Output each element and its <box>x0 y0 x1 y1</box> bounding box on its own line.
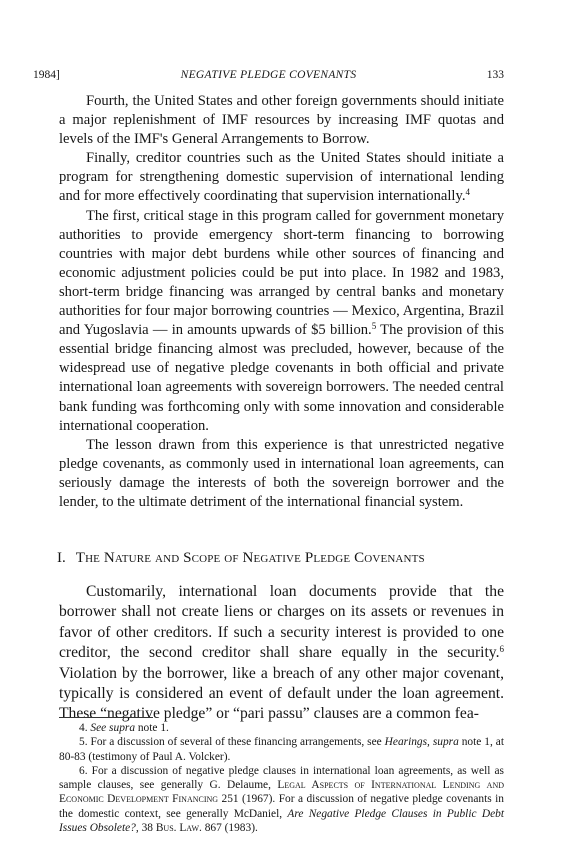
paragraph: The first, critical stage in this program called for government monetary authorities to provide emergency short-term financing to borrowing countries with major debt burdens while other sources of financing and economic adjustment policies could be put into place. In 1982 and 1983, short-term bridge financing was arranged by central banks and monetary authorities for four major borrowing countries — Mexico, Argentina, Brazil and Yugoslavia — in amounts upwards of $5 billion.$^5$ The provision of this essential bridge financing almost was precluded, however, because of the widespread use of negative pledge covenants in both official and private international loan agreements with sovereign borrowers. The needed central bank funding was forthcoming only with some innovation and considerable international cooperation. <box>59 207 504 434</box>
paragraph: Fourth, the United States and other foreign governments should initiate a major replenishment of IMF resources by increasing IMF quotas and levels of the IMF's General Arrangements to Borrow. <box>59 93 504 148</box>
section-title: The Nature and Scope of Negative Pledge Covenants <box>75 550 425 566</box>
footnote: 5. For a discussion of several of these financing arrangements, see Hearings, supra note 1, at 80-83 (testimony of Paul A. Volcker). <box>59 736 504 763</box>
footnote-divider <box>59 717 153 718</box>
paragraph: The lesson drawn from this experience is that unrestricted negative pledge covenants, as commonly used in international loan agreements, can seriously damage the interests of both the sovereign borrower and the lender, to the ultimate detriment of the international financial system. <box>59 436 504 510</box>
footnote-ref: 4 <box>465 187 470 198</box>
page-header <box>33 67 504 83</box>
section-number: I. <box>57 550 66 566</box>
section-body <box>59 582 504 725</box>
footnotes <box>59 721 504 835</box>
paragraph: Finally, creditor countries such as the United States should initiate a program for strengthening domestic supervision of international lending and for more effectively coordinating that supervision internationally.$^4$ <box>59 150 504 205</box>
footnote-ref: 5 <box>371 321 377 332</box>
footnote-ref: 6 <box>499 644 504 655</box>
footnote: 4. See supra note 1. <box>79 722 169 734</box>
volume-year: 1984] <box>33 69 60 81</box>
paragraph: Customarily, international loan documents provide that the borrower shall not create liens or charges on its assets or revenues in favor of other creditors. If such a security interest is provided to one creditor, the second creditor shall share equally in the security.$^6$ Violation by the borrower, like a breach of any other major covenant, typically is considered an event of default under the loan agreement. These “negative pledge” or “pari passu” clauses are a common fea- <box>59 583 504 723</box>
running-title: NEGATIVE PLEDGE COVENANTS <box>180 69 357 81</box>
footnote: 6. For a discussion of negative pledge clauses in international loan agreements, as well as sample clauses, see generally G. Delaume, Legal Aspects of International Lending and Economic Development Financing 251 (1967). For a discussion of negative pledge covenants in the domestic context, see generally McDaniel, Are Negative Pledge Clauses in Public Debt Issues Obsolete?, 38 Bus. Law. 867 (1983). <box>59 764 505 835</box>
section-heading <box>57 549 517 568</box>
page-number: 133 <box>486 69 504 81</box>
body-text <box>59 92 504 512</box>
